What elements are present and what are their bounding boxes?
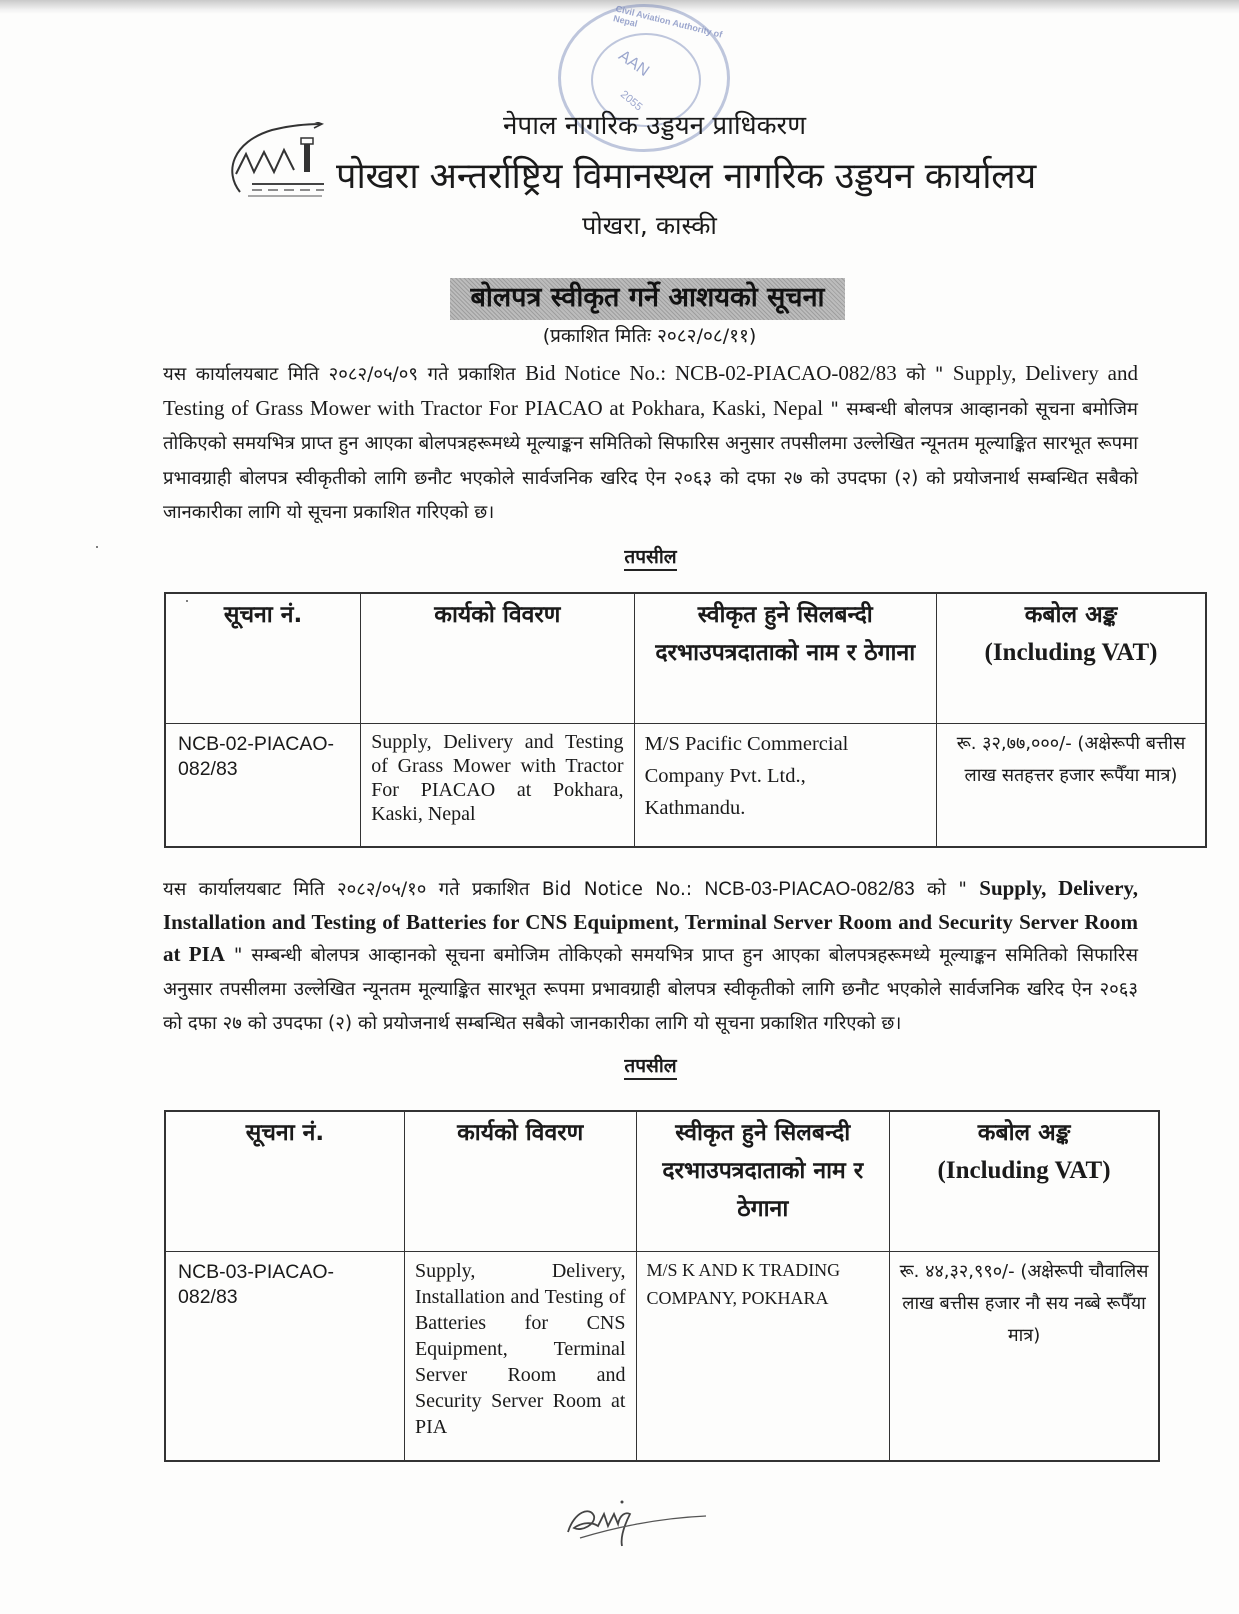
signature <box>560 1492 710 1552</box>
cell-bidder: M/S K AND K TRADING COMPANY, POKHARA <box>636 1251 890 1461</box>
cell-notice-no: NCB-02-PIACAO-082/83 <box>165 723 361 847</box>
cell-amount: रू. ४४,३२,९९०/- (अक्षेरूपी चौवालिस लाख बत्तीस हजार नौ सय नब्बे रूपैँया मात्र) <box>890 1251 1159 1461</box>
table-row <box>165 723 1206 847</box>
cell-amount: रू. ३२,७७,०००/- (अक्षेरूपी बत्तीस लाख सतहत्तर हजार रूपैँया मात्र) <box>937 723 1206 847</box>
table-header-row <box>165 1111 1159 1251</box>
notice-title: बोलपत्र स्वीकृत गर्ने आशयको सूचना <box>450 278 845 320</box>
work-title: Supply, Delivery, Installation and Testing of Batteries for CNS Equipment, Terminal Server Room and Security Server Room at PIA <box>163 876 1139 966</box>
header-notice-no: सूचना नं. <box>165 593 361 723</box>
stamp-text: Civil Aviation Authority of Nepal <box>612 3 724 40</box>
office-name: पोखरा अन्तर्राष्ट्रिय विमानस्थल नागरिक उड्डयन कार्यालय <box>336 156 1036 197</box>
bid-table-1 <box>164 592 1207 848</box>
details-heading: तपसील <box>0 543 1239 569</box>
cell-description: Supply, Delivery, Installation and Testing of Batteries for CNS Equipment, Terminal Server Room and Security Server Room at PIA <box>404 1251 636 1461</box>
notice-paragraph-2: यस कार्यालयबाट मिति २०८२/०५/१० गते प्रकाशित Bid Notice No.: NCB-03-PIACAO-082/83 को " Supply, Delivery, Installation and Testing of Batteries for CNS Equipment, Terminal Server Room and Security Server Room at PIA " सम्बन्धी बोलपत्र आव्हानको सूचना बमोजिम तोकिएको समयभित्र प्राप्त हुन आएका बोलपत्रहरूमध्ये मूल्याङ्कन समितिको सिफारिस अनुसार तपसीलमा उल्लेखित न्यूनतम मूल्याङ्कित सारभूत रूपमा प्रभावग्राही बोलपत्र स्वीकृतीको लागि छनौट भएकोले सार्वजनिक खरिद ऐन २०६३ को दफा २७ को उपदफा (२) को प्रयोजनार्थ सम्बन्धित सबैको जानकारीका लागि यो सूचना प्रकाशित गरिएको छ। <box>163 876 1139 1034</box>
bid-notice-number: Bid Notice No.: NCB-02-PIACAO-082/83 <box>525 361 897 385</box>
bid-table-2 <box>164 1110 1160 1462</box>
header-description: कार्यको विवरण <box>361 593 634 723</box>
office-location: पोखरा, कास्की <box>582 211 717 240</box>
table-row <box>165 1251 1159 1461</box>
stamp-logo-text: AAN <box>615 47 653 80</box>
bid-notice-number: NCB-03-PIACAO-082/83 <box>704 879 915 900</box>
scan-speck <box>186 600 188 602</box>
header-bidder: स्वीकृत हुने सिलबन्दी दरभाउपत्रदाताको नाम र ठेगाना <box>634 593 936 723</box>
notice-paragraph-1: यस कार्यालयबाट मिति २०८२/०५/०९ गते प्रकाशित Bid Notice No.: NCB-02-PIACAO-082/83 को " Supply, Delivery and Testing of Grass Mower with Tractor For PIACAO at Pokhara, Kaski, Nepal " सम्बन्धी बोलपत्र आव्हानको सूचना बमोजिम तोकिएको समयभित्र प्राप्त हुन आएका बोलपत्रहरूमध्ये मूल्याङ्कन समितिको सिफारिस अनुसार तपसीलमा उल्लेखित न्यूनतम मूल्याङ्कित सारभूत रूपमा प्रभावग्राही बोलपत्र स्वीकृतीको लागि छनौट भएकोले सार्वजनिक खरिद ऐन २०६३ को दफा २७ को उपदफा (२) को प्रयोजनार्थ सम्बन्धित सबैको जानकारीका लागि यो सूचना प्रकाशित गरिएको छ। <box>163 361 1138 523</box>
cell-bidder: M/S Pacific Commercial Company Pvt. Ltd., Kathmandu. <box>634 723 936 847</box>
scan-speck <box>96 546 98 548</box>
stamp-year: 2055 <box>618 88 645 114</box>
table-header-row <box>165 593 1206 723</box>
cell-description: Supply, Delivery and Testing of Grass Mower with Tractor For PIACAO at Pokhara, Kaski, Nepal <box>361 723 634 847</box>
header-amount: कबोल अङ्क (Including VAT) <box>937 593 1206 723</box>
authority-name: नेपाल नागरिक उड्डयन प्राधिकरण <box>503 111 806 141</box>
published-date: (प्रकाशित मितिः २०८२/०८/११) <box>542 325 757 347</box>
header-amount: कबोल अङ्क (Including VAT) <box>890 1111 1159 1251</box>
details-heading: तपसील <box>0 1052 1239 1078</box>
work-title: Supply, Delivery and Testing of Grass Mower with Tractor For PIACAO at Pokhara, Kaski, Nepal <box>163 361 1138 420</box>
header-description: कार्यको विवरण <box>404 1111 636 1251</box>
header-notice-no: सूचना नं. <box>165 1111 404 1251</box>
cell-notice-no: NCB-03-PIACAO-082/83 <box>165 1251 404 1461</box>
header-bidder: स्वीकृत हुने सिलबन्दी दरभाउपत्रदाताको नाम र ठेगाना <box>636 1111 890 1251</box>
